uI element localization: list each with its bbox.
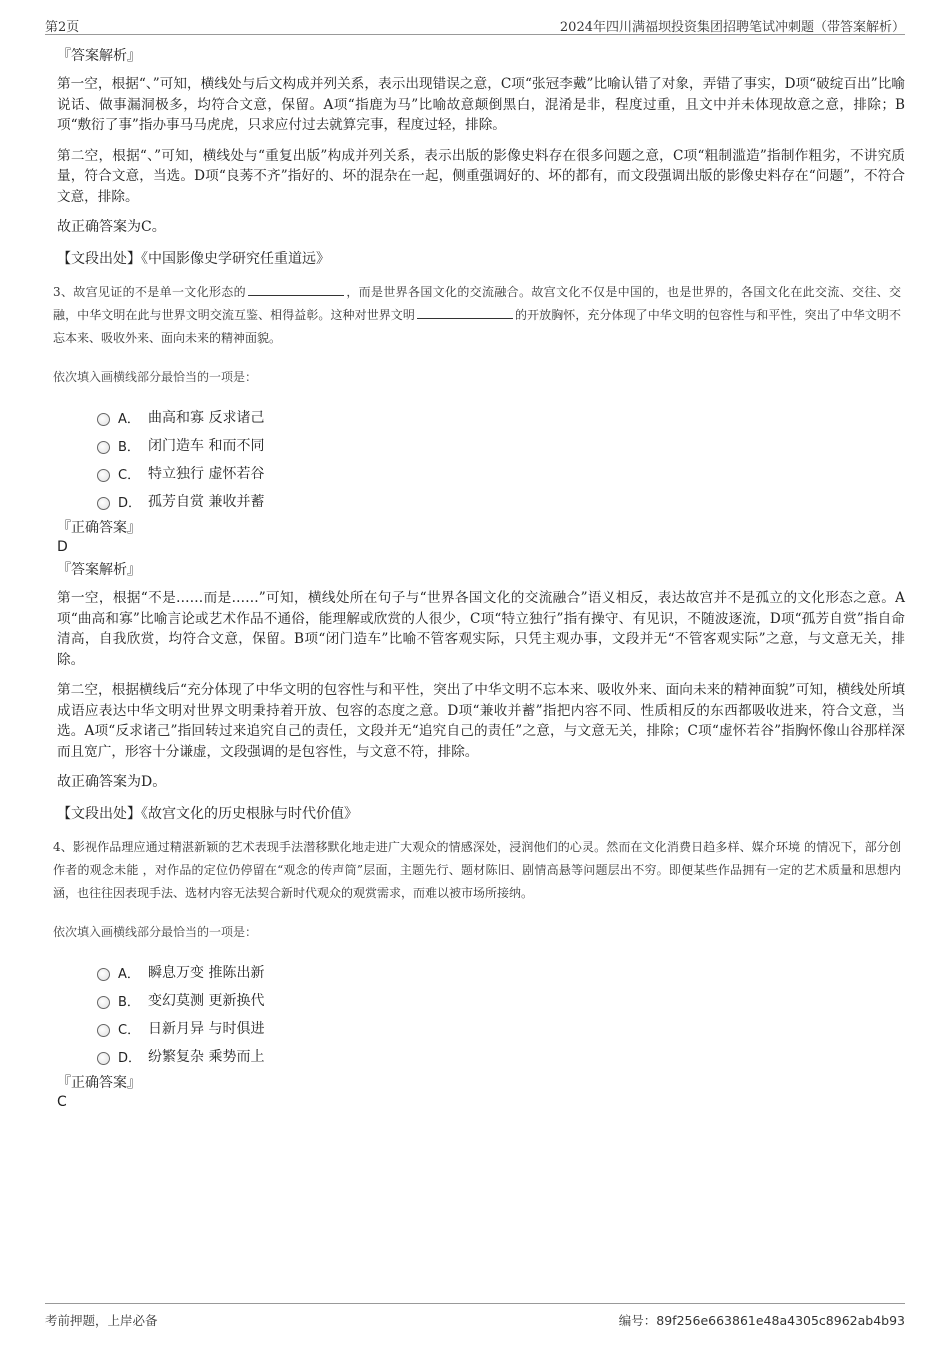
document-code: 编号：89f256e663861e48a4305c8962ab4b93 bbox=[618, 1313, 905, 1328]
option-c[interactable]: C． 日新月异 与时俱进 bbox=[97, 1014, 905, 1042]
text-source: 【文段出处】《故宫文化的历史根脉与时代价值》 bbox=[57, 806, 358, 822]
radio-icon[interactable] bbox=[97, 1052, 110, 1065]
fill-blank bbox=[417, 307, 513, 319]
question-prompt: 依次填入画横线部分最恰当的一项是： bbox=[53, 370, 258, 384]
analysis-label: 『答案解析』 bbox=[57, 562, 141, 578]
fill-blank bbox=[248, 284, 344, 296]
page-footer bbox=[45, 1303, 905, 1328]
option-c[interactable]: C． 特立独行 虚怀若谷 bbox=[97, 459, 905, 487]
answer-conclusion: 故正确答案为D。 bbox=[57, 774, 167, 790]
analysis-paragraph: 第一空，根据“不是……而是……”可知，横线处所在句子与“世界各国文化的交流融合”语义相反，表达故宫并不是孤立的文化形态之意。A项“曲高和寡”比喻言论或艺术作品不通俗，能理解或欣赏的人很少，C项“特立独行”指有操守、有见识，不随波逐流，D项“孤芳自赏”指自命清高，自我欣赏，均符合文意，保留。B项“闭门造车”比喻不管客观实际，只凭主观办事，文段并无“不管客观实际”之意，与文意无关，排除。 bbox=[57, 590, 905, 668]
radio-icon[interactable] bbox=[97, 413, 110, 426]
analysis-paragraph: 第一空，根据“、”可知，横线处与后文构成并列关系，表示出现错误之意，C项“张冠李戴”比喻认错了对象，弄错了事实，D项“破绽百出”比喻说话、做事漏洞极多，均符合文意，保留。A项“指鹿为马”比喻故意颠倒黑白，混淆是非，程度过重，且文中并未体现故意之意，排除；B项“敷衍了事”指办事马马虎虎，只求应付过去就算完事，程度过轻，排除。 bbox=[57, 76, 905, 133]
option-a[interactable]: A． 曲高和寡 反求诸己 bbox=[97, 403, 905, 431]
radio-icon[interactable] bbox=[97, 1024, 110, 1037]
document-title: 2024年四川满福坝投资集团招聘笔试冲刺题（带答案解析） bbox=[559, 20, 905, 35]
option-b[interactable]: B． 变幻莫测 更新换代 bbox=[97, 986, 905, 1014]
text-source: 【文段出处】《中国影像史学研究任重道远》 bbox=[57, 251, 330, 267]
correct-answer-label: 『正确答案』 bbox=[57, 520, 141, 536]
radio-icon[interactable] bbox=[97, 441, 110, 454]
question-prompt: 依次填入画横线部分最恰当的一项是： bbox=[53, 925, 258, 939]
option-d[interactable]: D． 孤芳自赏 兼收并蓄 bbox=[97, 487, 905, 515]
correct-answer: C bbox=[57, 1094, 67, 1110]
radio-icon[interactable] bbox=[97, 996, 110, 1009]
option-list bbox=[97, 958, 905, 1070]
answer-conclusion: 故正确答案为C。 bbox=[57, 219, 166, 235]
page-header bbox=[45, 14, 905, 35]
radio-icon[interactable] bbox=[97, 968, 110, 981]
radio-icon[interactable] bbox=[97, 469, 110, 482]
analysis-label: 『答案解析』 bbox=[57, 48, 141, 64]
correct-answer-label: 『正确答案』 bbox=[57, 1075, 141, 1091]
option-a[interactable]: A． 瞬息万变 推陈出新 bbox=[97, 958, 905, 986]
question-text: 3、故宫见证的不是单一文化形态的 ，而是世界各国文化的交流融合。故宫文化不仅是中国的，也是世界的，各国文化在此交流、交往、交融，中华文明在此与世界文明交流互鉴、相得益彰。这种对世界文明 的开放胸怀，充分体现了中华文明的包容性与和平性，突出了中华文明不忘本来、吸收外来、面向未来的精神面貌。 bbox=[53, 285, 901, 345]
option-d[interactable]: D． 纷繁复杂 乘势而上 bbox=[97, 1042, 905, 1070]
question-text: 4、影视作品理应通过精湛新颖的艺术表现手法潜移默化地走进广大观众的情感深处，浸润他们的心灵。然而在文化消费日趋多样、媒介环境 的情况下，部分创作者的观念未能 ，对作品的定位仍停留在“观念的传声筒”层面，主题先行、题材陈旧、剧情高悬等问题层出不穷。即便某些作品拥有一定的艺术质量和思想内涵，也往往因表现手法、选材内容无法契合新时代观众的观赏需求，而难以被市场所接纳。 bbox=[53, 840, 901, 900]
analysis-paragraph: 第二空，根据横线后“充分体现了中华文明的包容性与和平性，突出了中华文明不忘本来、吸收外来、面向未来的精神面貌”可知，横线处所填成语应表达中华文明对世界文明秉持着开放、包容的态度之意。D项“兼收并蓄”指把内容不同、性质相反的东西都吸收进来，符合文意，当选。A项“反求诸己”指回转过来追究自己的责任，文段并无“追究自己的责任”之意，与文意无关，排除；C项“虚怀若谷”指胸怀像山谷那样深而且宽广，形容十分谦虚，文段强调的是包容性，与文意不符，排除。 bbox=[57, 682, 905, 760]
correct-answer: D bbox=[57, 539, 68, 555]
option-list bbox=[97, 403, 905, 515]
footer-slogan: 考前押题，上岸必备 bbox=[45, 1313, 158, 1328]
option-b[interactable]: B． 闭门造车 和而不同 bbox=[97, 431, 905, 459]
analysis-paragraph: 第二空，根据“、”可知，横线处与“重复出版”构成并列关系，表示出版的影像史料存在很多问题之意，C项“粗制滥造”指制作粗劣，不讲究质量，符合文意，当选。D项“良莠不齐”指好的、坏的混杂在一起，侧重强调好的、坏的都有，而文段强调出版的影像史料存在“问题”，不符合文意，排除。 bbox=[57, 147, 905, 205]
page-number: 第2页 bbox=[45, 20, 80, 35]
page-content bbox=[53, 42, 905, 1111]
radio-icon[interactable] bbox=[97, 497, 110, 510]
